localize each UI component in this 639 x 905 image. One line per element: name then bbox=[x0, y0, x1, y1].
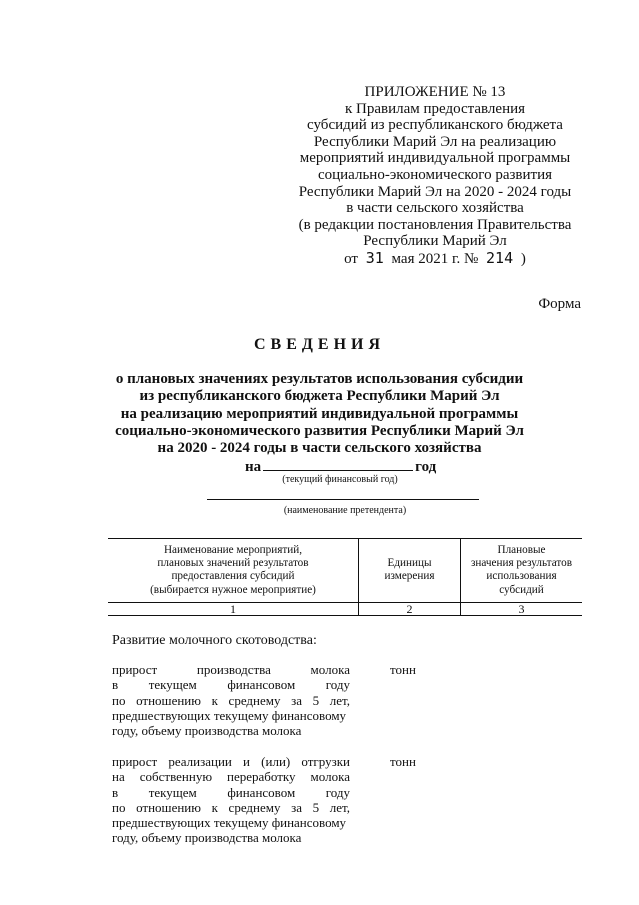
table-number-row bbox=[108, 602, 582, 615]
header-text: Плановые bbox=[497, 544, 546, 556]
results-table bbox=[108, 538, 582, 616]
appendix-line: субсидий из республиканского бюджета bbox=[307, 117, 563, 134]
item-unit: тонн bbox=[390, 662, 416, 677]
item-line: предшествующих текущему финансовому bbox=[112, 815, 347, 831]
subtitle bbox=[60, 371, 579, 457]
item-line: в текущем финансовом году bbox=[112, 677, 350, 693]
list-item bbox=[112, 662, 350, 738]
appendix-line: к Правилам предоставления bbox=[344, 100, 526, 117]
decree-number: 214 bbox=[486, 248, 514, 267]
appendix-line: Республики Марий Эл bbox=[363, 233, 507, 250]
appendix-block bbox=[290, 84, 580, 268]
subtitle-line: о плановых значениях результатов использования субсидии bbox=[115, 371, 524, 387]
header-text: Единицы bbox=[387, 557, 432, 570]
appendix-line: в части сельского хозяйства bbox=[346, 200, 524, 217]
date-month-year: мая 2021 г. № bbox=[391, 250, 479, 267]
header-text: использования bbox=[486, 570, 557, 583]
appendix-title: ПРИЛОЖЕНИЕ № 13 bbox=[364, 84, 506, 100]
item-line: предшествующих текущему финансовому bbox=[112, 707, 347, 723]
table-header-row bbox=[108, 539, 582, 603]
year-prefix: на bbox=[245, 459, 262, 475]
header-activity bbox=[108, 539, 359, 603]
item-line: прирост производства молока bbox=[112, 662, 350, 677]
date-day: 31 bbox=[365, 248, 384, 267]
item-unit: тонн bbox=[390, 754, 416, 769]
page-title: СВЕДЕНИЯ bbox=[253, 336, 386, 353]
item-line: по отношению к среднему за 5 лет, bbox=[112, 799, 350, 815]
item-line: в текущем финансовом году bbox=[112, 784, 350, 800]
date-close: ) bbox=[520, 250, 526, 267]
header-text: Наименование мероприятий, bbox=[163, 544, 303, 556]
column-number: 2 bbox=[359, 602, 461, 615]
column-number: 3 bbox=[461, 602, 583, 615]
header-text: плановых значений результатов bbox=[157, 557, 309, 570]
column-number: 1 bbox=[108, 602, 359, 615]
header-units bbox=[359, 539, 461, 603]
header-text: предоставления субсидий bbox=[171, 570, 295, 583]
subtitle-line: на 2020 - 2024 годы в части сельского хозяйства bbox=[157, 440, 482, 457]
header-text: измерения bbox=[384, 570, 435, 583]
section-title: Развитие молочного скотоводства: bbox=[112, 633, 317, 648]
appendix-line: Республики Марий Эл на 2020 - 2024 годы bbox=[298, 183, 572, 200]
appendix-date-line bbox=[290, 250, 580, 268]
appendix-line: (в редакции постановления Правительства bbox=[298, 216, 572, 233]
item-line: году, объему производства молока bbox=[112, 830, 302, 846]
item-line: на собственную переработку молока bbox=[112, 769, 350, 785]
item-line: по отношению к среднему за 5 лет, bbox=[112, 692, 350, 708]
form-label: Форма bbox=[538, 296, 581, 312]
subtitle-line: из республиканского бюджета Республики Марий Эл bbox=[139, 388, 500, 405]
year-line bbox=[245, 456, 436, 476]
header-text: субсидий bbox=[499, 583, 544, 596]
subtitle-line: социально-экономического развития Республики Марий Эл bbox=[115, 422, 524, 439]
item-line: прирост реализации и (или) отгрузки bbox=[112, 754, 350, 769]
date-prefix: от bbox=[344, 250, 358, 267]
appendix-line: социально-экономического развития bbox=[317, 166, 553, 183]
year-blank bbox=[263, 456, 413, 471]
item-line: году, объему производства молока bbox=[112, 723, 302, 739]
subtitle-line: на реализацию мероприятий индивидуальной программы bbox=[120, 405, 519, 422]
caption-applicant: (наименование претендента) bbox=[283, 505, 407, 516]
list-item bbox=[112, 754, 350, 846]
header-planned-values bbox=[461, 539, 583, 603]
header-text: значения результатов bbox=[471, 557, 572, 570]
applicant-blank-line bbox=[207, 499, 479, 500]
year-suffix: год bbox=[415, 459, 437, 475]
appendix-line: мероприятий индивидуальной программы bbox=[299, 150, 571, 167]
header-text: (выбирается нужное мероприятие) bbox=[150, 583, 316, 596]
appendix-line: Республики Марий Эл на реализацию bbox=[313, 133, 557, 150]
caption-year: (текущий финансовый год) bbox=[282, 474, 398, 485]
